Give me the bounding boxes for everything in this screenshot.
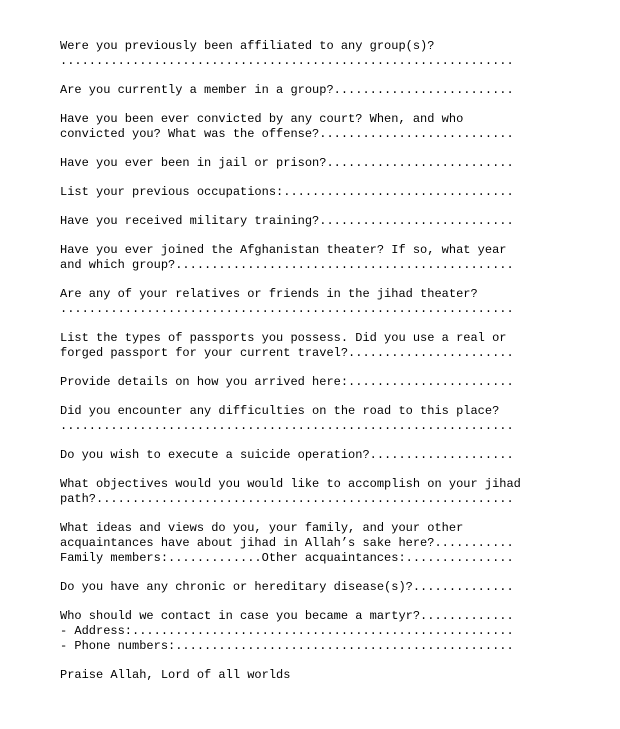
answer-dots: ...............................................................: [60, 419, 514, 433]
question-jail: [60, 156, 600, 171]
question-arrival: [60, 375, 600, 390]
question-text: Provide details on how you arrived here:.......................: [60, 375, 514, 389]
question-text: Do you wish to execute a suicide operation?....................: [60, 448, 514, 462]
question-passports: [60, 331, 600, 361]
question-objectives: [60, 477, 600, 507]
question-text: Have you ever been in jail or prison?..........................: [60, 156, 514, 170]
question-text: Have you received military training?...........................: [60, 214, 514, 228]
question-text: Who should we contact in case you became a martyr?.............: [60, 609, 514, 623]
question-affiliation: [60, 39, 600, 69]
question-text: and which group?...............................................: [60, 258, 514, 272]
question-text: Are any of your relatives or friends in the jihad theater?: [60, 287, 478, 301]
closing-line: [60, 668, 600, 683]
contact-phone: - Phone numbers:...............................................: [60, 639, 514, 653]
question-text: Have you been ever convicted by any court? When, and who: [60, 112, 464, 126]
question-text: acquaintances have about jihad in Allah’s sake here?...........: [60, 536, 514, 550]
question-convicted: [60, 112, 600, 142]
document-page: [60, 39, 600, 697]
question-relatives: [60, 287, 600, 317]
question-text: convicted you? What was the offense?...........................: [60, 127, 514, 141]
closing-text: Praise Allah, Lord of all worlds: [60, 668, 291, 682]
question-military-training: [60, 214, 600, 229]
question-text: What ideas and views do you, your family, and your other: [60, 521, 464, 535]
question-text: List your previous occupations:................................: [60, 185, 514, 199]
question-text: List the types of passports you possess. Did you use a real or: [60, 331, 507, 345]
question-occupations: [60, 185, 600, 200]
contact-address: - Address:.....................................................: [60, 624, 514, 638]
answer-dots: ...............................................................: [60, 302, 514, 316]
question-text: Family members:.............Other acquaintances:...............: [60, 551, 514, 565]
question-disease: [60, 580, 600, 595]
question-operation: [60, 448, 600, 463]
question-difficulties: [60, 404, 600, 434]
question-ideas-views: [60, 521, 600, 566]
question-text: path?..........................................................: [60, 492, 514, 506]
question-contact: [60, 609, 600, 654]
answer-dots: ...............................................................: [60, 54, 514, 68]
question-text: Were you previously been affiliated to any group(s)?: [60, 39, 435, 53]
question-current-member: [60, 83, 600, 98]
question-text: Do you have any chronic or hereditary disease(s)?..............: [60, 580, 514, 594]
question-text: Have you ever joined the Afghanistan theater? If so, what year: [60, 243, 507, 257]
question-text: Did you encounter any difficulties on the road to this place?: [60, 404, 500, 418]
question-text: Are you currently a member in a group?.........................: [60, 83, 514, 97]
question-afghanistan: [60, 243, 600, 273]
question-text: What objectives would you would like to accomplish on your jihad: [60, 477, 521, 491]
question-text: forged passport for your current travel?.......................: [60, 346, 514, 360]
